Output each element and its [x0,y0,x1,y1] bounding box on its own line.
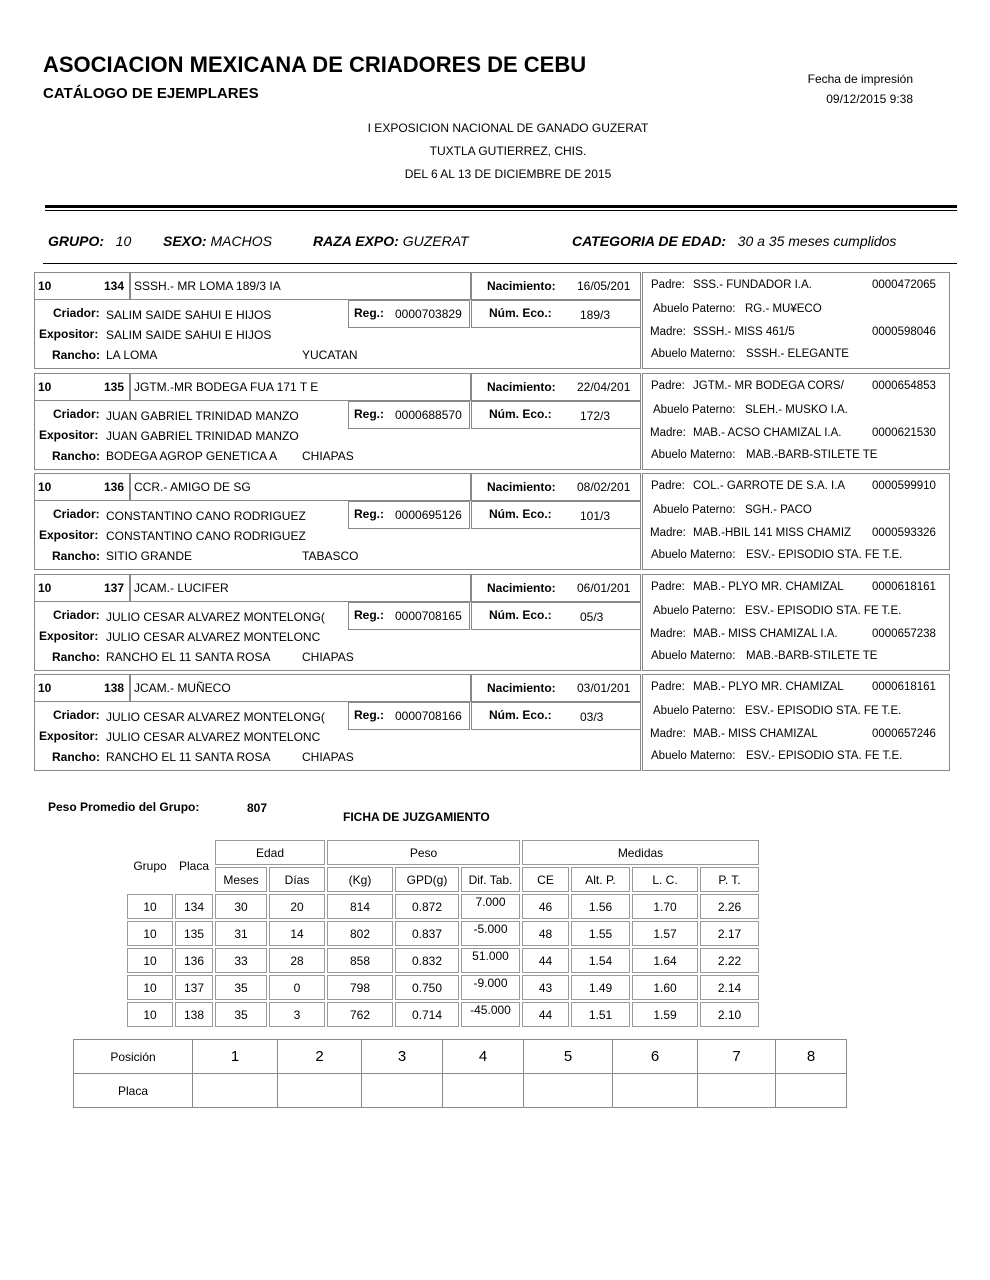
entry-nacimiento: 03/01/201 [577,681,631,695]
entry-criador: JULIO CESAR ALVAREZ MONTELONG( [106,710,325,724]
rancho-label: Rancho: [52,650,100,664]
entry-name: SSSH.- MR LOMA 189/3 IA [134,279,281,293]
entry-abuelo-materno: ESV.- EPISODIO STA. FE T.E. [746,549,903,561]
entry-card [34,574,950,671]
cell-ce: 44 [522,948,569,973]
entry-padre: JGTM.- MR BODEGA CORS/ [693,380,844,392]
cell-placa: 135 [175,921,213,946]
cell-lc: 1.64 [632,948,698,973]
entry-madre: MAB.- ACSO CHAMIZAL I.A. [693,427,842,439]
position-table [73,1039,847,1108]
abuelo-paterno-label: Abuelo Paterno: [653,404,736,416]
entry-padre-reg: 0000654853 [872,380,936,392]
entry-card [34,674,950,771]
entry-card [34,272,950,369]
entry-placa: 136 [104,480,125,494]
entry-madre-reg: 0000657238 [872,628,936,640]
entry-placa: 137 [104,581,125,595]
entry-abuelo-materno: ESV.- EPISODIO STA. FE T.E. [746,750,903,762]
cell-pt: 2.26 [700,894,759,919]
entry-reg: 0000708166 [395,709,462,723]
subheader-alt-p: Alt. P. [571,867,630,892]
cell-grupo: 10 [127,948,173,973]
entry-estado: YUCATAN [302,348,358,362]
entry-madre: MAB.- MISS CHAMIZAL [693,728,818,740]
subheader-pt: P. T. [700,867,759,892]
categoria-info: CATEGORIA DE EDAD: 30 a 35 meses cumplidos [572,233,897,249]
reg-label: Reg.: [354,608,384,622]
madre-label: Madre: [650,728,686,740]
entry-nacimiento: 08/02/201 [577,480,631,494]
entry-name: JGTM.-MR BODEGA FUA 171 T E [134,380,319,394]
padre-label: Padre: [651,681,685,693]
divider [45,210,957,211]
cell-pt: 2.17 [700,921,759,946]
padre-label: Padre: [651,581,685,593]
divider [45,205,957,208]
madre-label: Madre: [650,628,686,640]
entry-madre: SSSH.- MISS 461/5 [693,326,795,338]
entry-placa: 134 [104,279,125,293]
nacimiento-label: Nacimiento: [487,480,556,494]
entry-rancho: RANCHO EL 11 SANTA ROSA [106,750,271,764]
peso-promedio-label: Peso Promedio del Grupo: [48,800,200,814]
criador-label: Criador: [53,306,100,320]
nacimiento-label: Nacimiento: [487,581,556,595]
entry-rancho: RANCHO EL 11 SANTA ROSA [106,650,271,664]
table-row [127,1002,759,1027]
criador-label: Criador: [53,608,100,622]
posicion-number: 2 [278,1040,362,1074]
entry-name: JCAM.- LUCIFER [134,581,229,595]
abuelo-materno-label: Abuelo Materno: [651,750,736,762]
col-header-edad: Edad [215,840,325,865]
posicion-number: 6 [613,1040,698,1074]
entry-estado: CHIAPAS [302,750,354,764]
entry-expositor: CONSTANTINO CANO RODRIGUEZ [106,529,306,543]
entry-abuelo-materno: MAB.-BARB-STILETE TE [746,449,878,461]
page-subtitle: CATÁLOGO DE EJEMPLARES [43,85,259,102]
ficha-title: FICHA DE JUZGAMIENTO [343,810,490,824]
cell-grupo: 10 [127,975,173,1000]
entry-rancho: LA LOMA [106,348,158,362]
criador-label: Criador: [53,507,100,521]
entry-abuelo-materno: MAB.-BARB-STILETE TE [746,650,878,662]
cell-kg: 762 [327,1002,393,1027]
entry-madre: MAB.-HBIL 141 MISS CHAMIZ [693,527,852,539]
cell-dif-tab: 7.000 [461,894,520,919]
posicion-number: 5 [524,1040,613,1074]
table-row [127,975,759,1000]
nacimiento-label: Nacimiento: [487,279,556,293]
cell-pt: 2.10 [700,1002,759,1027]
entry-grupo: 10 [38,581,52,595]
col-header-peso: Peso [327,840,520,865]
cell-dias: 0 [269,975,325,1000]
entry-reg: 0000695126 [395,508,462,522]
cell-dif-tab: -45.000 [461,1002,520,1027]
num-eco-label: Núm. Eco.: [489,608,552,622]
col-header-grupo: Grupo [133,859,167,873]
cell-meses: 31 [215,921,267,946]
entry-estado: CHIAPAS [302,650,354,664]
event-dates: DEL 6 AL 13 DE DICIEMBRE DE 2015 [404,167,612,181]
reg-label: Reg.: [354,708,384,722]
entry-nacimiento: 16/05/201 [577,279,631,293]
entry-abuelo-paterno: SLEH.- MUSKO I.A. [745,404,848,416]
entry-expositor: JULIO CESAR ALVAREZ MONTELONC [106,730,321,744]
entry-padre: MAB.- PLYO MR. CHAMIZAL [693,581,844,593]
placa-slot[interactable] [278,1074,362,1108]
cell-grupo: 10 [127,921,173,946]
rancho-label: Rancho: [52,750,100,764]
reg-label: Reg.: [354,507,384,521]
cell-dif-tab: -9.000 [461,975,520,1000]
expositor-label: Expositor: [39,428,99,442]
entry-num-eco: 05/3 [580,610,604,624]
cell-gpd: 0.832 [395,948,459,973]
cell-alt-p: 1.54 [571,948,630,973]
cell-ce: 46 [522,894,569,919]
entry-grupo: 10 [38,279,52,293]
subheader-meses: Meses [215,867,267,892]
cell-alt-p: 1.51 [571,1002,630,1027]
entry-padre-reg: 0000618161 [872,581,936,593]
cell-lc: 1.57 [632,921,698,946]
entry-rancho: SITIO GRANDE [106,549,193,563]
cell-meses: 33 [215,948,267,973]
subheader-dias: Días [269,867,325,892]
entry-criador: SALIM SAIDE SAHUI E HIJOS [106,308,272,322]
cell-pt: 2.22 [700,948,759,973]
abuelo-paterno-label: Abuelo Paterno: [653,504,736,516]
entry-expositor: JULIO CESAR ALVAREZ MONTELONC [106,630,321,644]
subheader-kg: (Kg) [327,867,393,892]
posicion-number: 4 [443,1040,524,1074]
subheader-lc: L. C. [632,867,698,892]
event-name: I EXPOSICION NACIONAL DE GANADO GUZERAT [367,121,649,135]
table-row [127,921,759,946]
entry-expositor: SALIM SAIDE SAHUI E HIJOS [106,328,272,342]
cell-gpd: 0.750 [395,975,459,1000]
cell-meses: 35 [215,975,267,1000]
posicion-number: 8 [776,1040,847,1074]
entry-abuelo-paterno: RG.- MU¥ECO [745,303,822,315]
madre-label: Madre: [650,527,686,539]
cell-ce: 48 [522,921,569,946]
padre-label: Padre: [651,480,685,492]
entry-rancho: BODEGA AGROP GENETICA A [106,449,278,463]
cell-gpd: 0.837 [395,921,459,946]
table-row [127,948,759,973]
num-eco-label: Núm. Eco.: [489,708,552,722]
rancho-label: Rancho: [52,348,100,362]
cell-alt-p: 1.55 [571,921,630,946]
num-eco-label: Núm. Eco.: [489,507,552,521]
entry-criador: CONSTANTINO CANO RODRIGUEZ [106,509,306,523]
cell-lc: 1.70 [632,894,698,919]
page-title: ASOCIACION MEXICANA DE CRIADORES DE CEBU [43,52,587,77]
cell-placa: 137 [175,975,213,1000]
cell-ce: 44 [522,1002,569,1027]
entry-num-eco: 172/3 [580,409,611,423]
entry-estado: CHIAPAS [302,449,354,463]
peso-promedio-value: 807 [247,801,268,815]
placa-row-label: Placa [74,1074,193,1108]
cell-placa: 138 [175,1002,213,1027]
entry-criador: JULIO CESAR ALVAREZ MONTELONG( [106,610,325,624]
abuelo-materno-label: Abuelo Materno: [651,549,736,561]
entry-reg: 0000688570 [395,408,462,422]
entry-abuelo-paterno: ESV.- EPISODIO STA. FE T.E. [745,705,902,717]
entry-num-eco: 03/3 [580,710,604,724]
print-date: 09/12/2015 9:38 [826,92,913,106]
padre-label: Padre: [651,279,685,291]
rancho-label: Rancho: [52,449,100,463]
cell-grupo: 10 [127,894,173,919]
grupo-info: GRUPO: 10 [48,233,132,249]
entry-padre-reg: 0000618161 [872,681,936,693]
criador-label: Criador: [53,708,100,722]
cell-dif-tab: 51.000 [461,948,520,973]
entry-madre-reg: 0000593326 [872,527,936,539]
entry-grupo: 10 [38,380,52,394]
cell-kg: 814 [327,894,393,919]
nacimiento-label: Nacimiento: [487,380,556,394]
entry-num-eco: 189/3 [580,308,611,322]
entry-nacimiento: 22/04/201 [577,380,631,394]
posicion-number: 1 [193,1040,278,1074]
entry-card [34,473,950,570]
entry-grupo: 10 [38,681,52,695]
num-eco-label: Núm. Eco.: [489,306,552,320]
col-header-medidas: Medidas [522,840,759,865]
posicion-number: 3 [362,1040,443,1074]
posicion-label: Posición [74,1040,193,1074]
subheader-dif-tab: Dif. Tab. [461,867,520,892]
divider [43,263,957,264]
placa-slot[interactable] [613,1074,698,1108]
cell-grupo: 10 [127,1002,173,1027]
raza-info: RAZA EXPO: GUZERAT [313,233,469,249]
placa-slot[interactable] [698,1074,776,1108]
entry-reg: 0000708165 [395,609,462,623]
abuelo-paterno-label: Abuelo Paterno: [653,605,736,617]
event-location: TUXTLA GUTIERREZ, CHIS. [429,144,587,158]
posicion-number: 7 [698,1040,776,1074]
entry-name: JCAM.- MUÑECO [134,681,231,695]
num-eco-label: Núm. Eco.: [489,407,552,421]
entry-nacimiento: 06/01/201 [577,581,631,595]
abuelo-paterno-label: Abuelo Paterno: [653,705,736,717]
cell-dias: 20 [269,894,325,919]
placa-slot[interactable] [776,1074,847,1108]
entry-estado: TABASCO [302,549,359,563]
cell-gpd: 0.714 [395,1002,459,1027]
entry-name: CCR.- AMIGO DE SG [134,480,251,494]
entry-abuelo-paterno: ESV.- EPISODIO STA. FE T.E. [745,605,902,617]
entry-padre-reg: 0000599910 [872,480,936,492]
judging-table [125,838,761,1029]
criador-label: Criador: [53,407,100,421]
entry-placa: 138 [104,681,125,695]
entry-padre: COL.- GARROTE DE S.A. I.A [693,480,846,492]
cell-kg: 802 [327,921,393,946]
cell-kg: 858 [327,948,393,973]
cell-meses: 30 [215,894,267,919]
subheader-gpd: GPD(g) [395,867,459,892]
entry-grupo: 10 [38,480,52,494]
sexo-info: SEXO: MACHOS [163,233,272,249]
table-row [127,894,759,919]
entry-madre-reg: 0000598046 [872,326,936,338]
entry-madre-reg: 0000657246 [872,728,936,740]
cell-dias: 14 [269,921,325,946]
cell-lc: 1.59 [632,1002,698,1027]
entry-num-eco: 101/3 [580,509,611,523]
cell-pt: 2.14 [700,975,759,1000]
cell-kg: 798 [327,975,393,1000]
expositor-label: Expositor: [39,729,99,743]
entry-criador: JUAN GABRIEL TRINIDAD MANZO [106,409,299,423]
cell-gpd: 0.872 [395,894,459,919]
cell-meses: 35 [215,1002,267,1027]
cell-dif-tab: -5.000 [461,921,520,946]
entry-padre: MAB.- PLYO MR. CHAMIZAL [693,681,844,693]
entry-card [34,373,950,470]
cell-alt-p: 1.49 [571,975,630,1000]
cell-ce: 43 [522,975,569,1000]
placa-slot[interactable] [524,1074,613,1108]
placa-slot[interactable] [193,1074,278,1108]
entry-abuelo-paterno: SGH.- PACO [745,504,812,516]
nacimiento-label: Nacimiento: [487,681,556,695]
abuelo-paterno-label: Abuelo Paterno: [653,303,736,315]
entry-madre: MAB.- MISS CHAMIZAL I.A. [693,628,838,640]
abuelo-materno-label: Abuelo Materno: [651,449,736,461]
abuelo-materno-label: Abuelo Materno: [651,348,736,360]
placa-slot[interactable] [443,1074,524,1108]
entry-padre: SSS.- FUNDADOR I.A. [693,279,812,291]
entry-madre-reg: 0000621530 [872,427,936,439]
expositor-label: Expositor: [39,327,99,341]
expositor-label: Expositor: [39,528,99,542]
placa-slot[interactable] [362,1074,443,1108]
cell-alt-p: 1.56 [571,894,630,919]
print-date-label: Fecha de impresión [807,72,913,86]
padre-label: Padre: [651,380,685,392]
expositor-label: Expositor: [39,629,99,643]
col-header-placa: Placa [178,859,210,873]
reg-label: Reg.: [354,407,384,421]
madre-label: Madre: [650,326,686,338]
cell-dias: 28 [269,948,325,973]
entry-padre-reg: 0000472065 [872,279,936,291]
rancho-label: Rancho: [52,549,100,563]
reg-label: Reg.: [354,306,384,320]
abuelo-materno-label: Abuelo Materno: [651,650,736,662]
cell-placa: 134 [175,894,213,919]
cell-dias: 3 [269,1002,325,1027]
cell-lc: 1.60 [632,975,698,1000]
madre-label: Madre: [650,427,686,439]
entry-expositor: JUAN GABRIEL TRINIDAD MANZO [106,429,299,443]
entry-reg: 0000703829 [395,307,462,321]
entry-placa: 135 [104,380,125,394]
entry-abuelo-materno: SSSH.- ELEGANTE [746,348,849,360]
cell-placa: 136 [175,948,213,973]
subheader-ce: CE [522,867,569,892]
